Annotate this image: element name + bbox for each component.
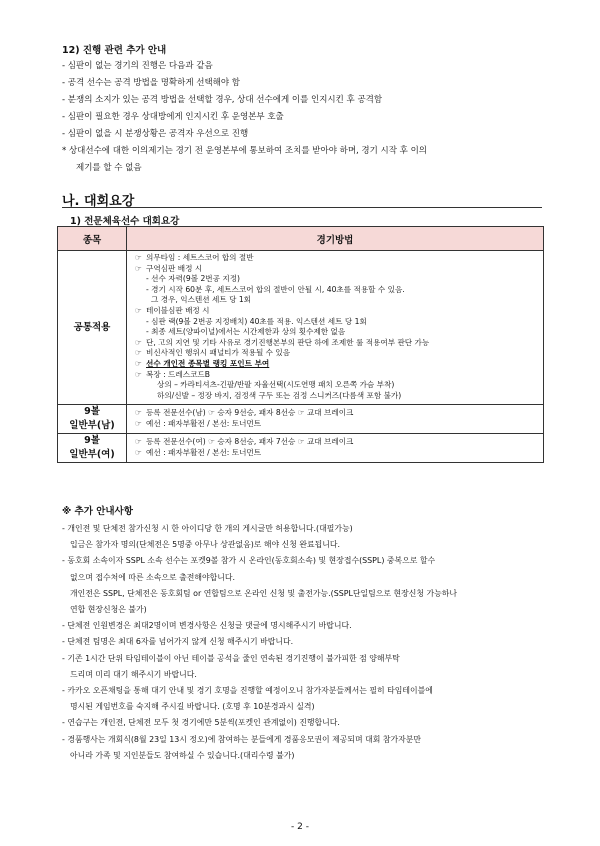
table-header-row bbox=[58, 227, 544, 251]
list-item: - 개인전 및 단체전 참가신청 시 한 아이디당 한 개의 게시글만 허용합니다.(대필가능) bbox=[62, 524, 353, 533]
category-cell bbox=[58, 434, 127, 463]
list-item: - 연습구는 개인전, 단체전 모두 첫 경기에만 5분씩(포켓인 관계없이) 진행합니다. bbox=[62, 718, 340, 728]
list-item: - 카카오 오픈채팅을 통해 대기 안내 및 경기 호명을 진행할 예정이오니 참가자분들께서는 필히 타임테이블에 bbox=[62, 686, 433, 696]
list-item: - 단체전 인원변경은 최대2명이며 변경사항은 신청글 댓글에 명시해주시기 바랍니다. bbox=[62, 621, 352, 631]
pointer-icon: ☞ bbox=[135, 447, 142, 457]
pointer-icon: ☞ bbox=[135, 358, 142, 368]
rule-text: 테이블심판 배정 시 bbox=[146, 305, 210, 315]
section-na-title: 나. 대회요강 bbox=[62, 194, 135, 209]
list-item: - 심판이 없는 경기의 진행은 다음과 같음 bbox=[62, 61, 213, 71]
rule-line bbox=[135, 348, 537, 359]
rule-line bbox=[135, 253, 537, 264]
rule-text: 비신사적인 행위시 패널티가 적용될 수 있음 bbox=[146, 348, 291, 358]
rule-text: 구역심판 배정 시 bbox=[146, 263, 203, 273]
rule-line bbox=[135, 317, 537, 328]
rule-text: 예선 : 패자부활전 / 본선: 토너먼트 bbox=[146, 418, 262, 428]
rule-line bbox=[135, 327, 537, 338]
list-item: 연합 현장신청은 불가) bbox=[70, 605, 147, 615]
pointer-icon: ☞ bbox=[135, 253, 142, 262]
list-item: - 경품행사는 개회식(8월 23일 13시 정오)에 참여하는 분들에게 경품응모권이 제공되며 대회 참가자분만 bbox=[62, 734, 421, 744]
list-item: * 상대선수에 대한 이의제기는 경기 전 운영본부에 통보하여 조치를 받아야 하며, 경기 시작 후 이의 bbox=[62, 146, 428, 156]
rule-line bbox=[135, 380, 537, 391]
section-divider bbox=[62, 207, 542, 208]
rule-line bbox=[135, 264, 537, 275]
list-item: - 심판이 필요한 경우 상대방에게 인지시킨 후 운영본부 호출 bbox=[62, 112, 284, 122]
list-item: 아니라 가족 및 지인분들도 참여하실 수 있습니다.(대리수령 불가) bbox=[70, 750, 295, 760]
rule-text: 그 경우, 익스텐션 세트 당 1회 bbox=[151, 295, 252, 305]
pointer-icon: ☞ bbox=[135, 369, 142, 379]
category-cell bbox=[58, 405, 127, 434]
section-12-title: 12) 진행 관련 추가 안내 bbox=[62, 45, 167, 56]
notice-list bbox=[62, 521, 552, 764]
rule-text: 선수 개인전 종목별 랭킹 포인트 부여 bbox=[146, 358, 270, 368]
pointer-icon: ☞ bbox=[135, 408, 142, 418]
list-item: - 심판이 없을 시 분쟁상황은 공격자 우선으로 진행 bbox=[62, 129, 249, 139]
pointer-icon: ☞ bbox=[135, 437, 142, 447]
category-label: 공통적용 bbox=[73, 321, 111, 333]
header-category: 종목 bbox=[58, 227, 127, 251]
rule-text: 등록 전문선수(여) ☞ 승자 8선승, 패자 7선승 ☞ 교대 브레이크 bbox=[146, 437, 354, 447]
category-label: 일반부(남) bbox=[69, 420, 115, 432]
rule-text: 복장 : 드레스코드B bbox=[146, 369, 210, 379]
list-item: 제기를 할 수 없음 bbox=[76, 163, 142, 173]
list-item: - 분쟁의 소지가 있는 공격 방법을 선택할 경우, 상대 선수에게 이를 인지시킨 후 공격함 bbox=[62, 95, 383, 105]
competition-subtitle: 1) 전문체육선수 대회요강 bbox=[70, 216, 180, 227]
rule-text: - 경기 시작 60분 후, 세트스코어 합의 절반이 안될 시, 40초를 적용할 수 있음. bbox=[146, 284, 405, 294]
rule-line bbox=[135, 306, 537, 317]
list-item: 없으며 접수처에 따른 소속으로 출전해야합니다. bbox=[70, 572, 235, 582]
category-label: 9볼 bbox=[84, 435, 100, 447]
rule-line bbox=[135, 391, 537, 402]
notice-title: ※ 추가 안내사항 bbox=[62, 506, 133, 517]
rule-line bbox=[135, 448, 537, 459]
rule-line bbox=[135, 359, 537, 370]
header-rules: 경기방법 bbox=[127, 227, 544, 251]
pointer-icon: ☞ bbox=[135, 305, 142, 315]
list-item: - 동호회 소속이자 SSPL 소속 선수는 포켓9볼 참가 시 온라인(동호회소속) 및 현장접수(SSPL) 중복으로 할수 bbox=[62, 556, 436, 566]
list-item: - 단체전 팀명은 최대 6자를 넘어가지 않게 신청 해주시기 바랍니다. bbox=[62, 637, 294, 647]
rule-text: - 선수 자력(9볼 2번공 지정) bbox=[146, 274, 241, 284]
category-label: 일반부(여) bbox=[69, 449, 115, 461]
rule-line bbox=[135, 370, 537, 381]
table-row bbox=[58, 434, 544, 463]
rule-line bbox=[135, 285, 537, 296]
table-row bbox=[58, 405, 544, 434]
rule-line bbox=[135, 437, 537, 448]
competition-rules-table bbox=[57, 226, 544, 463]
page-number: - 2 - bbox=[291, 822, 309, 832]
pointer-icon: ☞ bbox=[135, 263, 142, 273]
table-row bbox=[58, 251, 544, 405]
rule-text: - 최종 세트(양파이널)에서는 시간제한과 상의 횟수제한 없음 bbox=[146, 327, 346, 337]
rule-text: 의무타임 : 세트스코어 합의 절반 bbox=[146, 253, 254, 262]
rule-line bbox=[135, 295, 537, 306]
rule-line bbox=[135, 274, 537, 285]
rule-text: 등록 전문선수(남) ☞ 승자 9선승, 패자 8선승 ☞ 교대 브레이크 bbox=[146, 408, 354, 418]
list-item: - 기존 1시간 단위 타임테이블이 아닌 테이블 공석을 줄인 연속된 경기진행이 불가피한 점 양해부탁 bbox=[62, 653, 400, 663]
category-label: 9볼 bbox=[84, 406, 100, 418]
list-item: 명시된 게임번호를 숙지해 주시길 바랍니다. (호명 후 10분경과시 실격) bbox=[70, 702, 315, 712]
pointer-icon: ☞ bbox=[135, 348, 142, 358]
list-item: - 공격 선수는 공격 방법을 명확하게 선택해야 함 bbox=[62, 78, 240, 88]
rule-line bbox=[135, 408, 537, 419]
category-cell bbox=[58, 251, 127, 405]
rules-cell bbox=[127, 405, 544, 434]
section-12-list bbox=[62, 58, 532, 177]
pointer-icon: ☞ bbox=[135, 418, 142, 428]
list-item: 입금은 참가자 명의(단체전은 5명중 아무나 상관없음)로 해야 신청 완료됩니다. bbox=[70, 540, 341, 550]
rules-cell bbox=[127, 434, 544, 463]
rule-text: 예선 : 패자부활전 / 본선: 토너먼트 bbox=[146, 447, 262, 457]
rules-cell bbox=[127, 251, 544, 405]
rule-line bbox=[135, 338, 537, 349]
rule-text: 하의/신발 – 정장 바지, 검정색 구두 또는 검정 스니커즈(다름색 포함 불가) bbox=[157, 390, 402, 400]
rule-line bbox=[135, 419, 537, 430]
rule-text: - 심판 랙(9볼 2번공 지정배치) 40초를 적용. 익스텐션 세트 당 1회 bbox=[146, 316, 367, 326]
list-item: 개인전은 SSPL, 단체전은 동호회팀 or 연합팀으로 온라인 신청 및 출전가능.(SSPL단일팀으로 현장신청 가능하나 bbox=[70, 588, 457, 598]
rule-text: 상의 – 카라티셔츠-긴팔/반팔 자율선택(시도연맹 패치 오른쪽 가슴 부착) bbox=[157, 380, 395, 390]
rule-text: 단, 고의 지연 및 기타 사유로 경기진행본부의 판단 하에 조제한 룰 적용여부 판단 가능 bbox=[146, 337, 430, 347]
list-item: 드리며 미리 대기 해주시기 바랍니다. bbox=[70, 669, 197, 679]
pointer-icon: ☞ bbox=[135, 337, 142, 347]
